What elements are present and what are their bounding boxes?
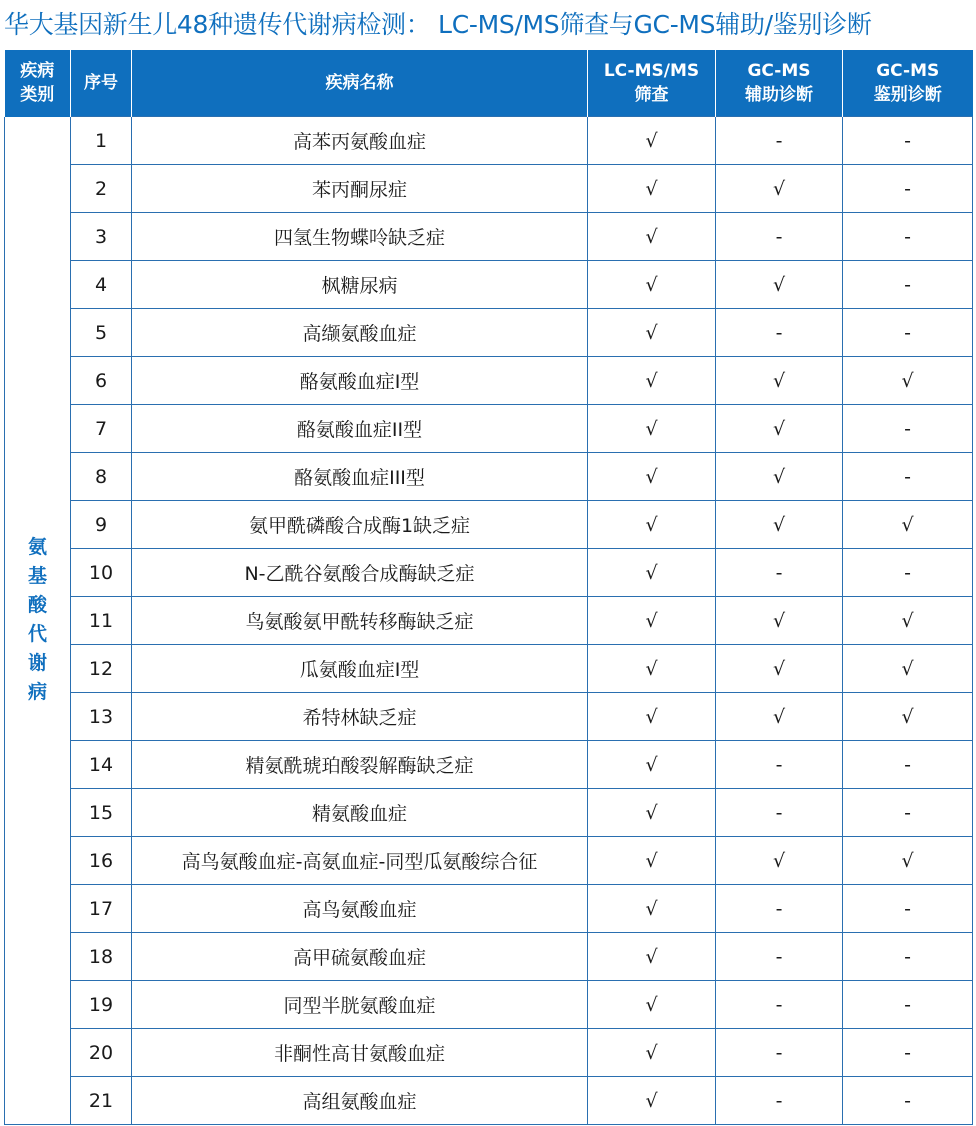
gcms-aux-mark: √ [716,453,843,501]
row-index: 1 [71,117,132,165]
row-index: 11 [71,597,132,645]
gcms-aux-mark: √ [716,261,843,309]
lcms-mark: √ [588,1077,716,1125]
table-row [5,501,973,549]
gcms-aux-mark: √ [716,357,843,405]
row-index: 18 [71,933,132,981]
disease-name: 苯丙酮尿症 [132,165,588,213]
lcms-mark: √ [588,165,716,213]
gcms-aux-mark: - [716,741,843,789]
lcms-mark: √ [588,405,716,453]
gcms-aux-mark: √ [716,405,843,453]
lcms-mark: √ [588,453,716,501]
header-category: 疾病 类别 [5,50,71,117]
gcms-aux-mark: - [716,1077,843,1125]
row-index: 7 [71,405,132,453]
disease-name: 同型半胱氨酸血症 [132,981,588,1029]
table-row [5,309,973,357]
table-row [5,453,973,501]
lcms-mark: √ [588,981,716,1029]
disease-name: 四氢生物蝶呤缺乏症 [132,213,588,261]
header-gcms-aux: GC-MS 辅助诊断 [716,50,843,117]
lcms-mark: √ [588,117,716,165]
row-index: 13 [71,693,132,741]
row-index: 12 [71,645,132,693]
table-row [5,597,973,645]
row-index: 8 [71,453,132,501]
row-index: 9 [71,501,132,549]
gcms-diff-mark: - [843,549,973,597]
disease-name: 酪氨酸血症I型 [132,357,588,405]
gcms-diff-mark: - [843,261,973,309]
disease-table [4,50,973,1125]
gcms-aux-mark: √ [716,837,843,885]
lcms-mark: √ [588,309,716,357]
gcms-aux-mark: √ [716,597,843,645]
gcms-aux-mark: √ [716,645,843,693]
lcms-mark: √ [588,501,716,549]
gcms-aux-mark: - [716,789,843,837]
gcms-aux-mark: √ [716,501,843,549]
gcms-aux-mark: - [716,213,843,261]
table-row [5,837,973,885]
gcms-diff-mark: - [843,885,973,933]
table-header-row [5,50,973,117]
table-row [5,261,973,309]
gcms-diff-mark: - [843,1077,973,1125]
row-index: 5 [71,309,132,357]
gcms-diff-mark: - [843,309,973,357]
gcms-aux-mark: √ [716,693,843,741]
table-body [5,117,973,1125]
header-gcms-diff: GC-MS 鉴别诊断 [843,50,973,117]
gcms-aux-mark: - [716,1029,843,1077]
disease-name: 非酮性高甘氨酸血症 [132,1029,588,1077]
gcms-diff-mark: - [843,933,973,981]
lcms-mark: √ [588,789,716,837]
gcms-diff-mark: √ [843,837,973,885]
table-row [5,549,973,597]
page-title: 华大基因新生儿48种遗传代谢病检测： LC-MS/MS筛查与GC-MS辅助/鉴别诊断 [4,10,872,39]
gcms-diff-mark: - [843,405,973,453]
gcms-diff-mark: - [843,213,973,261]
lcms-mark: √ [588,213,716,261]
disease-name: N-乙酰谷氨酸合成酶缺乏症 [132,549,588,597]
disease-name: 高鸟氨酸血症 [132,885,588,933]
disease-name: 希特林缺乏症 [132,693,588,741]
lcms-mark: √ [588,357,716,405]
gcms-diff-mark: - [843,981,973,1029]
disease-name: 瓜氨酸血症I型 [132,645,588,693]
table-row [5,693,973,741]
disease-name: 高鸟氨酸血症-高氨血症-同型瓜氨酸综合征 [132,837,588,885]
gcms-diff-mark: - [843,789,973,837]
table-row [5,981,973,1029]
table-row [5,885,973,933]
table-row [5,645,973,693]
disease-name: 氨甲酰磷酸合成酶1缺乏症 [132,501,588,549]
gcms-diff-mark: √ [843,645,973,693]
gcms-aux-mark: - [716,117,843,165]
category-cell: 氨 基 酸 代 谢 病 [5,117,71,1125]
table-row [5,741,973,789]
gcms-aux-mark: √ [716,165,843,213]
row-index: 14 [71,741,132,789]
gcms-diff-mark: √ [843,597,973,645]
table-row [5,357,973,405]
gcms-diff-mark: - [843,117,973,165]
lcms-mark: √ [588,645,716,693]
header-name: 疾病名称 [132,50,588,117]
disease-name: 高苯丙氨酸血症 [132,117,588,165]
row-index: 17 [71,885,132,933]
header-lcms: LC-MS/MS 筛查 [588,50,716,117]
gcms-diff-mark: - [843,165,973,213]
disease-name: 高组氨酸血症 [132,1077,588,1125]
row-index: 16 [71,837,132,885]
lcms-mark: √ [588,693,716,741]
table-row [5,1029,973,1077]
lcms-mark: √ [588,597,716,645]
table-row [5,213,973,261]
row-index: 20 [71,1029,132,1077]
row-index: 10 [71,549,132,597]
table-row [5,789,973,837]
disease-name: 高甲硫氨酸血症 [132,933,588,981]
lcms-mark: √ [588,741,716,789]
disease-name: 枫糖尿病 [132,261,588,309]
gcms-diff-mark: √ [843,357,973,405]
table-row [5,1077,973,1125]
disease-name: 高缬氨酸血症 [132,309,588,357]
gcms-aux-mark: - [716,885,843,933]
row-index: 6 [71,357,132,405]
disease-name: 酪氨酸血症II型 [132,405,588,453]
gcms-aux-mark: - [716,981,843,1029]
table-row [5,405,973,453]
disease-name: 鸟氨酸氨甲酰转移酶缺乏症 [132,597,588,645]
row-index: 2 [71,165,132,213]
lcms-mark: √ [588,1029,716,1077]
row-index: 21 [71,1077,132,1125]
gcms-diff-mark: √ [843,501,973,549]
disease-name: 精氨酸血症 [132,789,588,837]
row-index: 3 [71,213,132,261]
table-row [5,933,973,981]
disease-name: 酪氨酸血症III型 [132,453,588,501]
gcms-aux-mark: - [716,933,843,981]
table-row [5,117,973,165]
lcms-mark: √ [588,885,716,933]
lcms-mark: √ [588,261,716,309]
gcms-diff-mark: - [843,1029,973,1077]
gcms-aux-mark: - [716,549,843,597]
header-index: 序号 [71,50,132,117]
disease-name: 精氨酰琥珀酸裂解酶缺乏症 [132,741,588,789]
lcms-mark: √ [588,549,716,597]
table-row [5,165,973,213]
gcms-diff-mark: - [843,453,973,501]
row-index: 19 [71,981,132,1029]
gcms-diff-mark: √ [843,693,973,741]
lcms-mark: √ [588,933,716,981]
row-index: 15 [71,789,132,837]
lcms-mark: √ [588,837,716,885]
row-index: 4 [71,261,132,309]
gcms-aux-mark: - [716,309,843,357]
gcms-diff-mark: - [843,741,973,789]
